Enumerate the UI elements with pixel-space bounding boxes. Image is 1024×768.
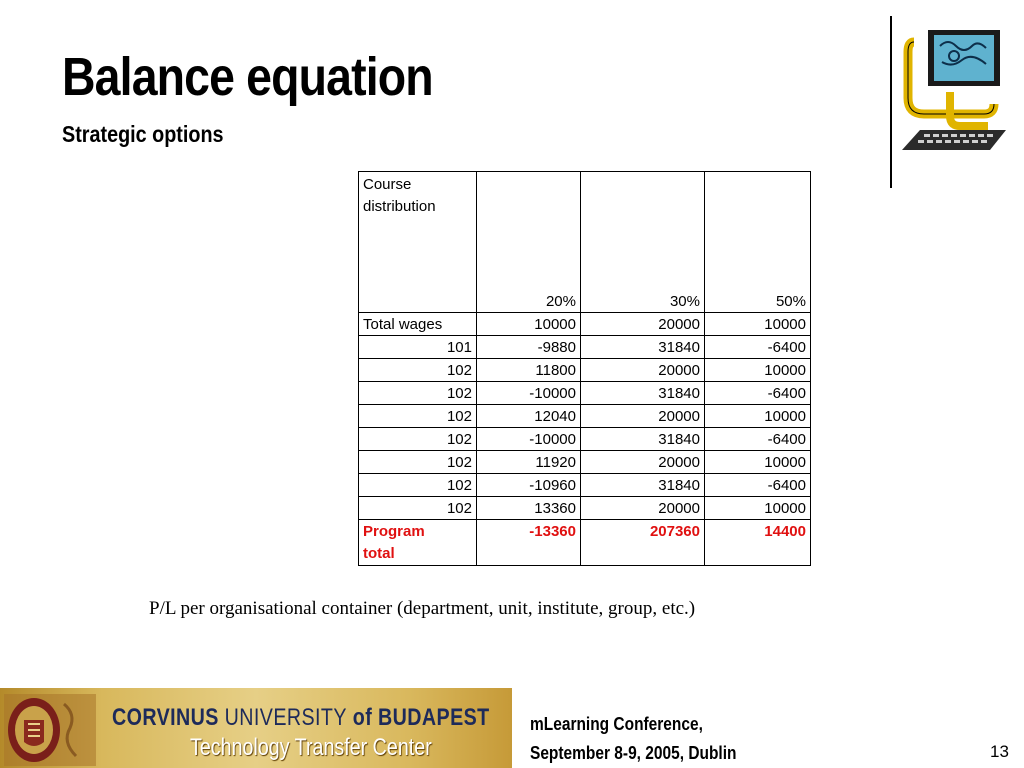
cell: 20000: [581, 313, 705, 336]
cell: 20000: [581, 359, 705, 382]
cell: -10000: [477, 428, 581, 451]
row-label: 102: [359, 428, 477, 451]
university-seal-icon: [4, 694, 96, 766]
cell: 31840: [581, 382, 705, 405]
total-cell: 14400: [705, 520, 811, 566]
cell: 31840: [581, 428, 705, 451]
table-row: [359, 497, 811, 520]
cell: 10000: [477, 313, 581, 336]
center-name: Technology Transfer Center: [190, 734, 432, 761]
cell: -9880: [477, 336, 581, 359]
cell: 20000: [581, 497, 705, 520]
cell: -6400: [705, 336, 811, 359]
cell: 13360: [477, 497, 581, 520]
percent-header: 20%: [477, 172, 581, 313]
cell: -6400: [705, 474, 811, 497]
table-row: [359, 474, 811, 497]
total-cell: 207360: [581, 520, 705, 566]
cell: 10000: [705, 359, 811, 382]
cell: 31840: [581, 336, 705, 359]
row-label: 102: [359, 497, 477, 520]
row-label: 102: [359, 451, 477, 474]
table-row: [359, 382, 811, 405]
cell: 10000: [705, 497, 811, 520]
row-label: 102: [359, 474, 477, 497]
row-label: Total wages: [359, 313, 477, 336]
conference-line: mLearning Conference,: [530, 714, 703, 734]
slide-subtitle: Strategic options: [62, 121, 224, 147]
conference-line: September 8-9, 2005, Dublin: [530, 743, 737, 763]
program-total-row: [359, 520, 811, 566]
table-caption: P/L per organisational container (department, unit, institute, group, etc.): [149, 598, 696, 619]
vertical-divider: [890, 16, 892, 188]
table-row: [359, 336, 811, 359]
university-name: CORVINUS UNIVERSITY of BUDAPEST: [112, 704, 490, 731]
table-row: [359, 428, 811, 451]
table-row: [359, 405, 811, 428]
total-label: Program total: [359, 520, 477, 566]
table-row: [359, 451, 811, 474]
computer-logo-icon: [898, 22, 1010, 172]
cell: 20000: [581, 451, 705, 474]
table-row: [359, 313, 811, 336]
cell: 10000: [705, 405, 811, 428]
row-label: 102: [359, 359, 477, 382]
percent-header: 50%: [705, 172, 811, 313]
cell: 10000: [705, 451, 811, 474]
cell: 11920: [477, 451, 581, 474]
corner-label: Course distribution: [359, 172, 477, 313]
cell: 20000: [581, 405, 705, 428]
university-banner: [0, 688, 512, 768]
cell: 31840: [581, 474, 705, 497]
page-number: 13: [990, 742, 1009, 761]
total-cell: -13360: [477, 520, 581, 566]
table-header-row: [359, 172, 811, 313]
cell: -6400: [705, 428, 811, 451]
percent-header: 30%: [581, 172, 705, 313]
conference-info: [530, 710, 736, 768]
cell: 11800: [477, 359, 581, 382]
cell: -10960: [477, 474, 581, 497]
cell: 12040: [477, 405, 581, 428]
row-label: 102: [359, 405, 477, 428]
balance-table: [358, 171, 811, 566]
cell: -10000: [477, 382, 581, 405]
slide-title: Balance equation: [62, 47, 433, 107]
cell: -6400: [705, 382, 811, 405]
table-row: [359, 359, 811, 382]
row-label: 102: [359, 382, 477, 405]
cell: 10000: [705, 313, 811, 336]
row-label: 101: [359, 336, 477, 359]
